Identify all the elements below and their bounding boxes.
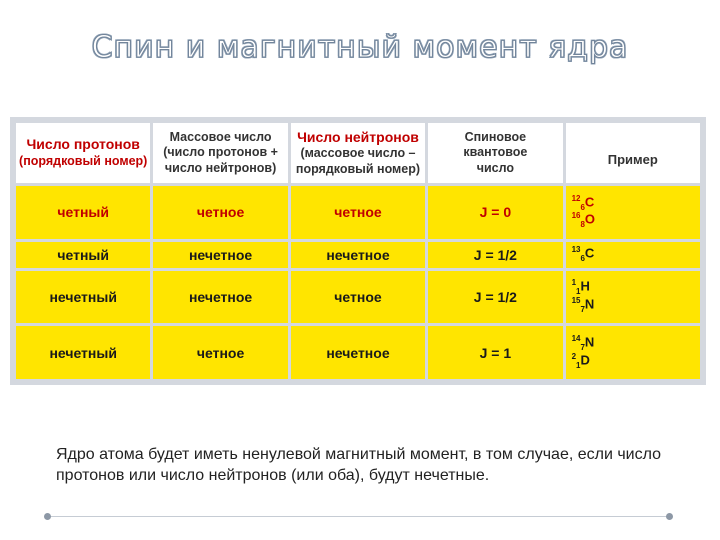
cell-neutrons: четное bbox=[291, 271, 425, 324]
isotope: $^{16}_8$O bbox=[571, 211, 596, 230]
cell-example bbox=[566, 326, 700, 379]
nuclear-spin-table bbox=[10, 117, 706, 385]
header-line: число нейтронов) bbox=[164, 160, 277, 175]
header-line: порядковый номер) bbox=[295, 161, 421, 176]
cell-protons: нечетный bbox=[16, 271, 150, 324]
isotope: $^{12}_6$C bbox=[571, 193, 595, 212]
isotope: $^2_1$D bbox=[571, 351, 590, 370]
header-line: Число нейтронов bbox=[297, 128, 419, 145]
header-line: Пример bbox=[607, 151, 658, 167]
cell-protons: нечетный bbox=[16, 326, 150, 379]
header-line: число bbox=[476, 160, 515, 175]
header-example bbox=[566, 123, 700, 183]
cell-neutrons: четное bbox=[291, 186, 425, 239]
header-line: (порядковый номер) bbox=[19, 153, 148, 168]
cell-example bbox=[566, 271, 700, 324]
header-neutrons bbox=[291, 123, 425, 183]
slide-title: Спин и магнитный момент ядра bbox=[91, 30, 629, 65]
decorative-dot bbox=[44, 513, 51, 520]
table-row bbox=[16, 271, 700, 324]
table-row bbox=[16, 242, 700, 268]
cell-example bbox=[566, 186, 700, 239]
isotope: $^{13}_6$C bbox=[571, 244, 595, 263]
cell-spin: J = 1/2 bbox=[428, 242, 562, 268]
isotope: $^{14}_7$N bbox=[571, 333, 595, 352]
cell-mass: нечетное bbox=[153, 242, 287, 268]
decorative-dot bbox=[666, 513, 673, 520]
header-line: (массовое число – bbox=[300, 146, 416, 161]
cell-spin: J = 1/2 bbox=[428, 271, 562, 324]
header-line: квантовое bbox=[463, 145, 528, 160]
isotope: $^1_1$H bbox=[571, 278, 590, 297]
header-mass-number bbox=[153, 123, 287, 183]
table-row bbox=[16, 186, 700, 239]
header-line: Массовое число bbox=[169, 129, 272, 144]
decorative-line bbox=[50, 516, 670, 517]
cell-mass: четное bbox=[153, 186, 287, 239]
cell-protons: четный bbox=[16, 186, 150, 239]
header-line: (число протонов + bbox=[163, 145, 278, 160]
cell-example bbox=[566, 242, 700, 268]
cell-mass: четное bbox=[153, 326, 287, 379]
header-line: Спиновое bbox=[464, 129, 527, 144]
header-line: Число протонов bbox=[26, 136, 140, 153]
header-spin bbox=[428, 123, 562, 183]
header-protons bbox=[16, 123, 150, 183]
isotope: $^{15}_7$N bbox=[571, 296, 595, 315]
cell-protons: четный bbox=[16, 242, 150, 268]
cell-neutrons: нечетное bbox=[291, 326, 425, 379]
cell-neutrons: нечетное bbox=[291, 242, 425, 268]
table-header-row bbox=[16, 123, 700, 183]
cell-mass: нечетное bbox=[153, 271, 287, 324]
body-text: Ядро атома будет иметь ненулевой магнитный момент, в том случае, если число протонов или число нейтронов (или оба), будут нечетные. bbox=[56, 446, 662, 484]
cell-spin: J = 0 bbox=[428, 186, 562, 239]
table-row bbox=[16, 326, 700, 379]
cell-spin: J = 1 bbox=[428, 326, 562, 379]
